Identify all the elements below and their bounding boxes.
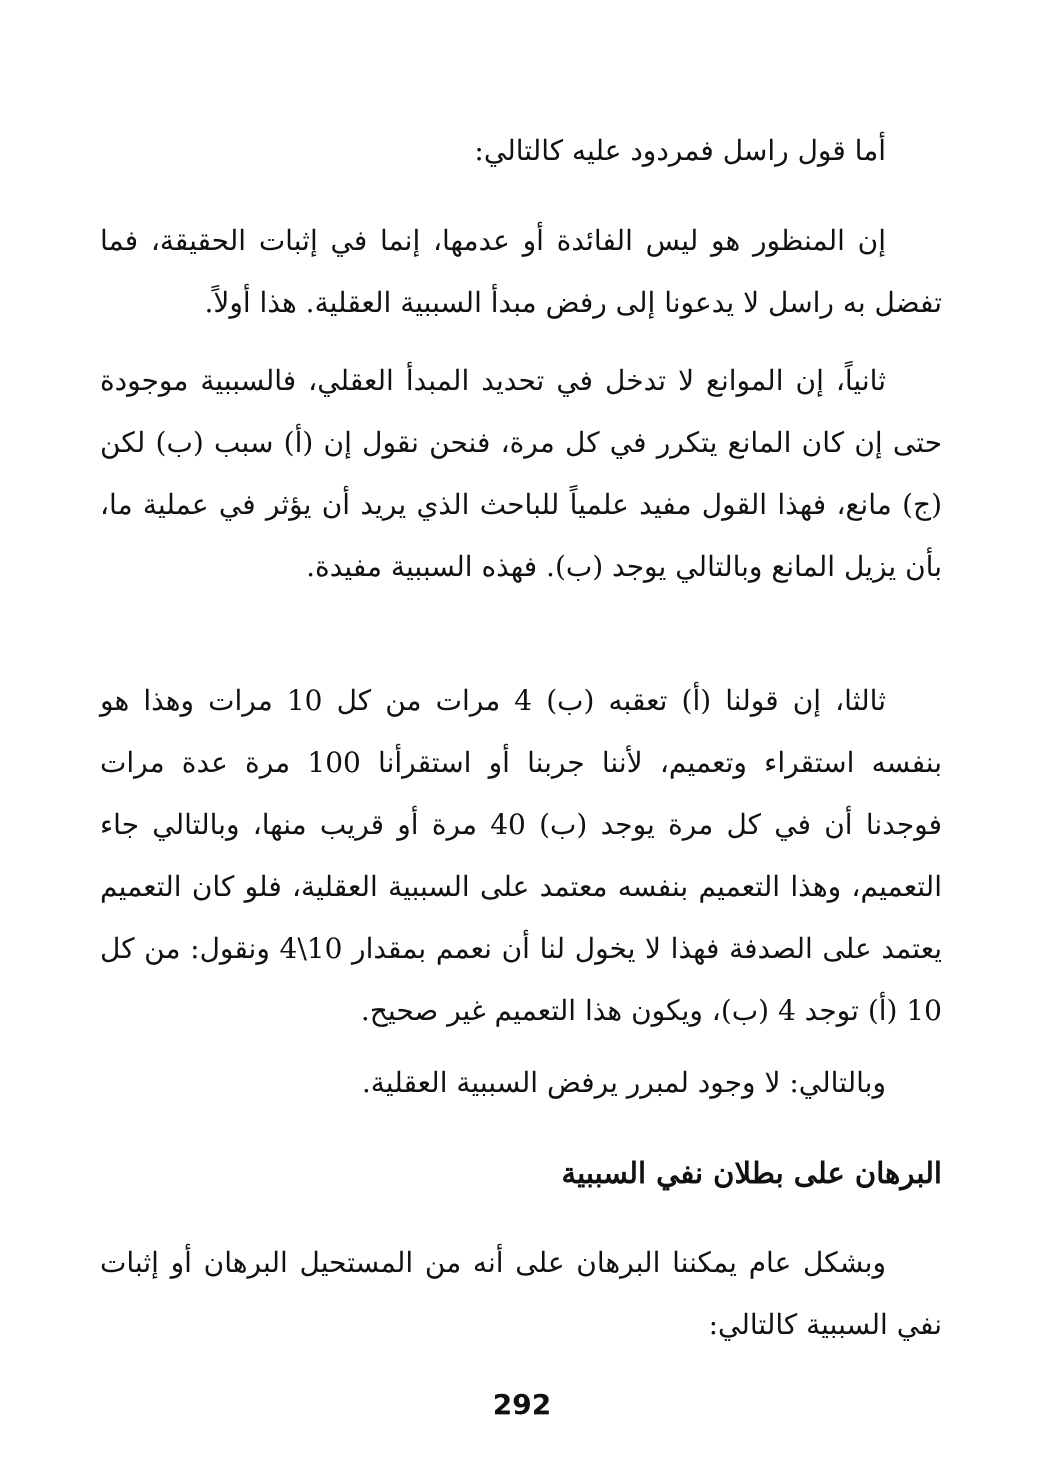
section-heading: البرهان على بطلان نفي السببية [561, 1156, 942, 1190]
paragraph-first-point: إن المنظور هو ليس الفائدة أو عدمها، إنما في إثبات الحقيقة، فما تفضل به راسل لا يدعونا إلى رفض مبدأ السببية العقلية. هذا أولاً. [100, 224, 942, 319]
paragraph-proof-intro: وبشكل عام يمكننا البرهان على أنه من المستحيل البرهان أو إثبات نفي السببية كالتالي: [100, 1246, 942, 1341]
paragraph-second-point: ثانياً، إن الموانع لا تدخل في تحديد المبدأ العقلي، فالسببية موجودة حتى إن كان المانع يتكرر في كل مرة، فنحن نقول إن (أ) سبب (ب) لكن (ج) مانع، فهذا القول مفيد علمياً للباحث الذي يريد أن يؤثر في عملية ما، بأن يزيل المانع وبالتالي يوجد (ب). فهذه السببية مفيدة. [100, 364, 942, 583]
paragraph-conclusion: وبالتالي: لا وجود لمبرر يرفض السببية العقلية. [361, 1066, 886, 1099]
paragraph-third-point: ثالثا، إن قولنا (أ) تعقبه (ب) 4 مرات من كل 10 مرات وهذا هو بنفسه استقراء وتعميم، لأننا جربنا أو استقرأنا 100 مرة عدة مرات فوجدنا أن في كل مرة يوجد (ب) 40 مرة أو قريب منها، وبالتالي جاء التعميم، وهذا التعميم بنفسه معتمد على السببية العقلية، فلو كان التعميم يعتمد على الصدفة فهذا لا يخول لنا أن نعمم بمقدار 10\4 ونقول: من كل 10 (أ) توجد 4 (ب)، ويكون هذا التعميم غير صحيح. [100, 684, 943, 1027]
page-number: 292 [492, 1388, 552, 1421]
paragraph-intro: أما قول راسل فمردود عليه كالتالي: [474, 134, 886, 167]
